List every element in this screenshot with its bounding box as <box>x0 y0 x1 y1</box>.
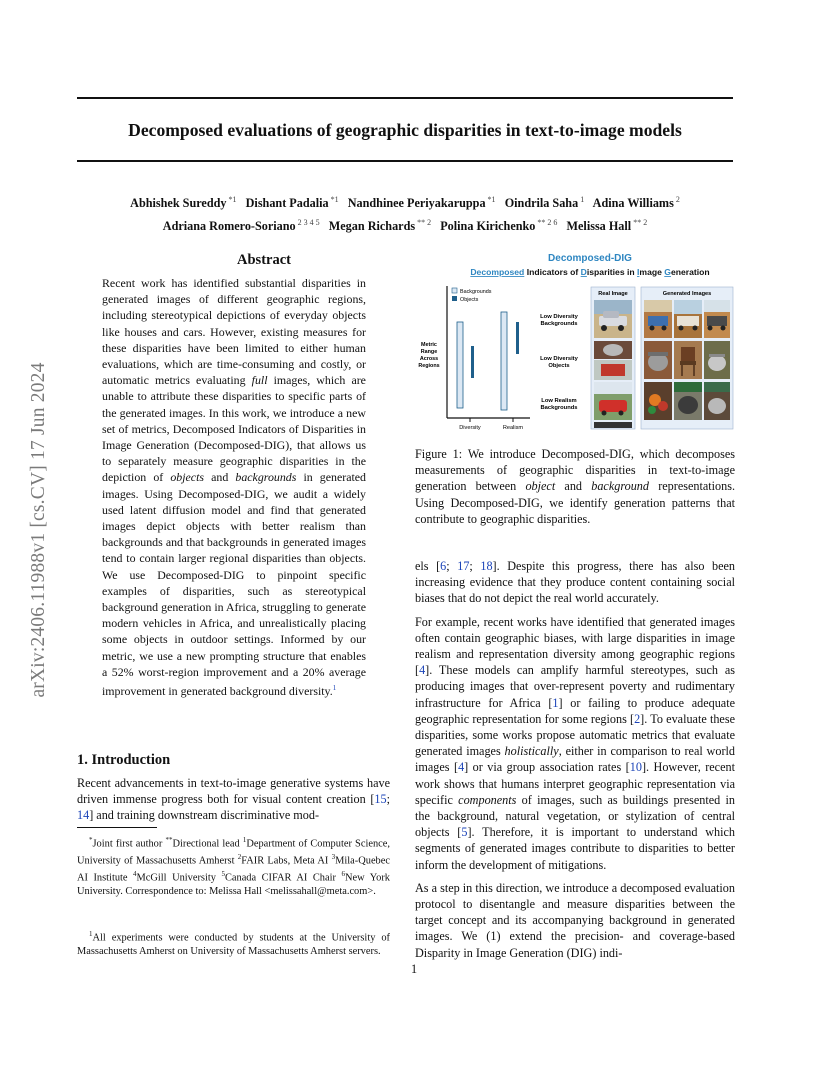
photo-generated-pot-3 <box>704 341 730 379</box>
abstract-paragraph <box>102 275 366 699</box>
citation-link[interactable]: 4 <box>458 760 465 775</box>
intro-emph-components: components <box>458 792 517 807</box>
fn-marker: 6 <box>341 870 345 879</box>
citation-link[interactable]: 4 <box>419 663 426 678</box>
author-affiliation-mark: *1 <box>328 195 339 204</box>
abstract-text-3: in generated images. Using Decomposed-DIG, we audit a widely used latent diffusion model and find that generated images depict objects with better realism than backgrounds and that backgrounds in generated images tend to contain larger regional disparities than objects. We use Decomposed-DIG to pinpoint specific examples of disparities, such as stereotypical background generation in Africa, struggling to generate modern vehicles in Africa, and unrealistically placing some objects in outdoor settings. Informed by our metric, we use a new prompting structure that enables a 52% worst-region improvement and a 20% average improvement in generated background diversity. <box>102 470 367 699</box>
photo-real-cookware <box>594 341 632 380</box>
intro-right-text <box>415 558 735 968</box>
intro-paragraph-1: Recent advancements in text-to-image generative systems have driven immense progress both for visual content creation [15; 14] and training downstream discriminative mod- <box>77 776 390 823</box>
fn-marker: 3 <box>331 853 336 862</box>
affiliation-footnote <box>77 834 390 899</box>
intro-paragraph-1-cont: els [6; 17; 18]. Despite this progress, there has also been increasing evidence that they produce content containing social biases that do not depict the real world accurately. <box>415 559 735 606</box>
intro-left-text <box>77 775 390 824</box>
photo-generated-food-1 <box>644 382 672 420</box>
diversity-backgrounds-range <box>457 322 463 408</box>
fn-affil-3: Mila-Quebec AI Institute <box>77 855 390 884</box>
author-affiliation-mark: 1 <box>578 195 585 204</box>
photo-real-red-car <box>594 382 632 420</box>
citation-link[interactable]: 1 <box>552 695 559 710</box>
citation-link[interactable]: 6 <box>440 559 447 573</box>
figure-title: Decomposed-DIG <box>548 253 632 264</box>
intro-text: ]. However, recent work shows that humans interpret geographic representation via specific <box>415 760 735 807</box>
section-heading-introduction: 1. Introduction <box>77 752 171 768</box>
caption-emph-background: background <box>591 479 649 494</box>
intro-text: For example, recent works have identified that generated images often contain geographic biases, with large disparities in image realism and representation diversity among geographic regions [ <box>415 614 735 678</box>
legend-swatch-backgrounds <box>452 288 457 293</box>
abstract-emph-full: full <box>251 373 268 388</box>
x-label-realism: Realism <box>502 425 524 431</box>
fn-marker: * <box>89 836 93 844</box>
abstract-emph-backgrounds: backgrounds <box>235 470 297 485</box>
author-name: Nandhinee Periyakaruppa <box>347 196 486 211</box>
realism-backgrounds-range <box>501 312 507 410</box>
intro-text: els [ <box>415 559 441 573</box>
author-name: Melissa Hall <box>566 219 632 234</box>
abstract-emph-objects: objects <box>170 470 205 485</box>
author-name: Adriana Romero-Soriano <box>162 219 296 234</box>
row-label-3 <box>540 398 577 411</box>
figure-1 <box>405 250 735 440</box>
intro-text: ]. Therefore, it is important to understand which segments of generated images contribute to disparities to better inform the development of mitigations. <box>415 825 735 872</box>
citation-link[interactable]: 10 <box>629 760 642 775</box>
fn-marker: 4 <box>133 870 137 879</box>
fn-marker: 2 <box>237 853 242 862</box>
intro-text: ]. To evaluate these disparities, some works propose automatic metrics that evaluate generated images <box>415 711 735 759</box>
paper-title: Decomposed evaluations of geographic disparities in text-to-image models <box>128 120 682 140</box>
photo-generated-pot-2 <box>674 382 702 420</box>
author-name: Abhishek Sureddy <box>130 196 227 211</box>
intro-text: ]. Despite this progress, there has also been increasing evidence that they produce content containing social biases that do not depict the real world accurately. <box>415 559 735 606</box>
fn-marker: ** <box>165 836 173 844</box>
intro-paragraph-2 <box>415 614 735 873</box>
intro-text: ] and training downstream discriminative mod- <box>89 808 320 823</box>
svg-text:Low DiversityObjects: Low Diversity Objects <box>540 356 578 369</box>
experiments-footnote <box>77 928 390 959</box>
legend-objects: Objects <box>460 297 479 303</box>
citation-link[interactable]: 18 <box>480 559 493 573</box>
author-affiliation-mark: 2 <box>673 195 680 204</box>
legend-swatch-objects <box>452 296 457 301</box>
photo-generated-pot-1 <box>644 341 672 379</box>
fn-directional-lead: Directional lead <box>172 838 240 850</box>
caption-and: and <box>564 479 583 494</box>
author-name: Megan Richards <box>328 219 416 234</box>
column-generated-images: Generated Images <box>662 291 712 297</box>
author-affiliation-mark: *1 <box>226 195 237 204</box>
photo-real-pot-stove <box>594 422 632 428</box>
caption-text: Figure 1: We introduce Decomposed-DIG, which decomposes measurements of geographic disparities in text-to-image generation between <box>415 447 735 494</box>
figure-1-caption <box>415 446 735 527</box>
citation-link[interactable]: 17 <box>457 559 470 573</box>
intro-text: As a step in this direction, we introduce a decomposed evaluation protocol to disentangle and measure disparities between the target concept and its accompanying background in generated images. We (1) extend the precision- and coverage-based Disparity in Image Generation (DIG) indi- <box>415 880 735 960</box>
author-name: Oindrila Saha <box>504 196 579 211</box>
fn-affil-4: McGill University <box>136 872 216 884</box>
abstract-text-1: Recent work has identified substantial disparities in generated images of different geographic regions, including stereotypical depictions of everyday objects like houses and cars. However, existing measures for these disparities have been limited to either human evaluations, which are time-consuming and costly, or automatic metrics evaluating <box>102 276 366 388</box>
abstract-text-2: images, which are unable to attribute these disparities to specific parts of the generated images. In this work, we introduce a new set of metrics, Decomposed Indicators of Disparities in Image Generation (Decomposed-DIG), that allows us to separately measure geographic disparities in the depiction of <box>102 373 366 485</box>
author-name: Dishant Padalia <box>245 196 329 211</box>
citation-link[interactable]: 5 <box>461 825 468 840</box>
realism-objects-range <box>516 322 519 354</box>
caption-paragraph <box>415 446 735 527</box>
title-rule-top <box>77 97 733 99</box>
fn-marker: 1 <box>89 930 93 938</box>
citation-link[interactable]: 15 <box>374 792 387 807</box>
intro-text: ] or failing to produce adequate geographic representation for some regions [ <box>415 695 735 726</box>
column-real-image: Real Image <box>598 291 628 297</box>
author-affiliation-mark: ** 2 <box>415 218 432 228</box>
intro-text: , either in comparison to real world images [ <box>415 744 735 775</box>
svg-text:Low DiversityBackgrounds: Low Diversity Backgrounds <box>540 314 578 327</box>
author-name: Adina Williams <box>592 196 674 211</box>
author-name: Polina Kirichenko <box>440 219 536 234</box>
fn-joint-first: Joint first author <box>92 838 163 850</box>
photo-real-car <box>594 300 632 338</box>
arxiv-identifier <box>24 300 54 760</box>
author-affiliation-mark: ** 2 6 <box>535 218 558 228</box>
svg-text:Low RealismBackgrounds: Low Realism Backgrounds <box>540 398 578 411</box>
photo-generated-chair-2 <box>674 341 702 379</box>
fn-experiments-text: All experiments were conducted by students at the University of Massachusetts Amherst on University of Massachusetts Amherst servers. <box>77 932 390 958</box>
y-axis-label: Metric Range Across Regions <box>418 342 440 369</box>
citation-link[interactable]: 2 <box>634 711 641 726</box>
intro-text: Recent advancements in text-to-image generative systems have driven immense progress both for visual content creation [ <box>77 776 390 807</box>
footnote-rule <box>77 827 157 828</box>
page-number: 1 <box>410 962 418 976</box>
legend-backgrounds: Backgrounds <box>460 289 492 295</box>
intro-emph-holistically: holistically <box>504 744 559 759</box>
citation-link[interactable]: 14 <box>77 808 90 823</box>
author-affiliation-mark: *1 <box>485 195 496 204</box>
caption-text: representations. Using Decomposed-DIG, we identify generation patterns that contribute to geographic disparities. <box>415 479 736 526</box>
fn-marker: 5 <box>221 870 225 879</box>
x-label-diversity: Diversity <box>459 425 481 431</box>
fn-affil-6: New York University. Correspondence to: Melissa Hall <melissahall@meta.com>. <box>77 872 391 898</box>
author-affiliation-mark: ** 2 <box>631 218 648 228</box>
caption-emph-object: object <box>525 479 556 494</box>
title-rule-bottom <box>77 160 733 162</box>
row-label-1 <box>540 314 578 327</box>
author-line-1 <box>77 190 733 213</box>
intro-text: ] or via group association rates [ <box>464 760 630 775</box>
author-line-2 <box>77 213 733 236</box>
fn-affil-5: Canada CIFAR AI Chair <box>224 872 336 884</box>
abstract-heading: Abstract <box>237 252 291 268</box>
row-label-2 <box>540 356 578 369</box>
intro-text: of images, such as buildings presented in the background, natural vegetation, or stylization of central objects [ <box>415 792 735 840</box>
photo-generated-truck-1 <box>644 300 672 338</box>
arxiv-identifier-text: arXiv:2406.11988v1 [cs.CV] 17 Jun 2024 <box>28 362 49 698</box>
fn-marker: 1 <box>242 836 247 844</box>
author-list <box>77 190 733 236</box>
intro-paragraph-3 <box>415 880 735 961</box>
abstract-body <box>102 275 366 699</box>
author-affiliation-mark: 2 3 4 5 <box>295 218 320 228</box>
diversity-objects-range <box>471 346 474 378</box>
fn-affil-2: FAIR Labs, Meta AI <box>241 855 329 867</box>
figure-subtitle: Decomposed Indicators of Disparities in Image Generation <box>470 267 710 277</box>
photo-generated-car-3 <box>704 300 730 338</box>
fn-affil-1: Department of Computer Science, University of Massachusetts Amherst <box>77 838 390 867</box>
abstract-and: and <box>211 470 229 485</box>
footnote-mark[interactable]: 1 <box>332 684 337 693</box>
photo-generated-truck-2 <box>674 300 702 338</box>
photo-generated-pot-3b <box>704 382 730 420</box>
intro-text: ]. These models can amplify harmful stereotypes, such as producing images that over-represent poverty and rudimentary infrastructure for Africa [ <box>415 663 735 710</box>
